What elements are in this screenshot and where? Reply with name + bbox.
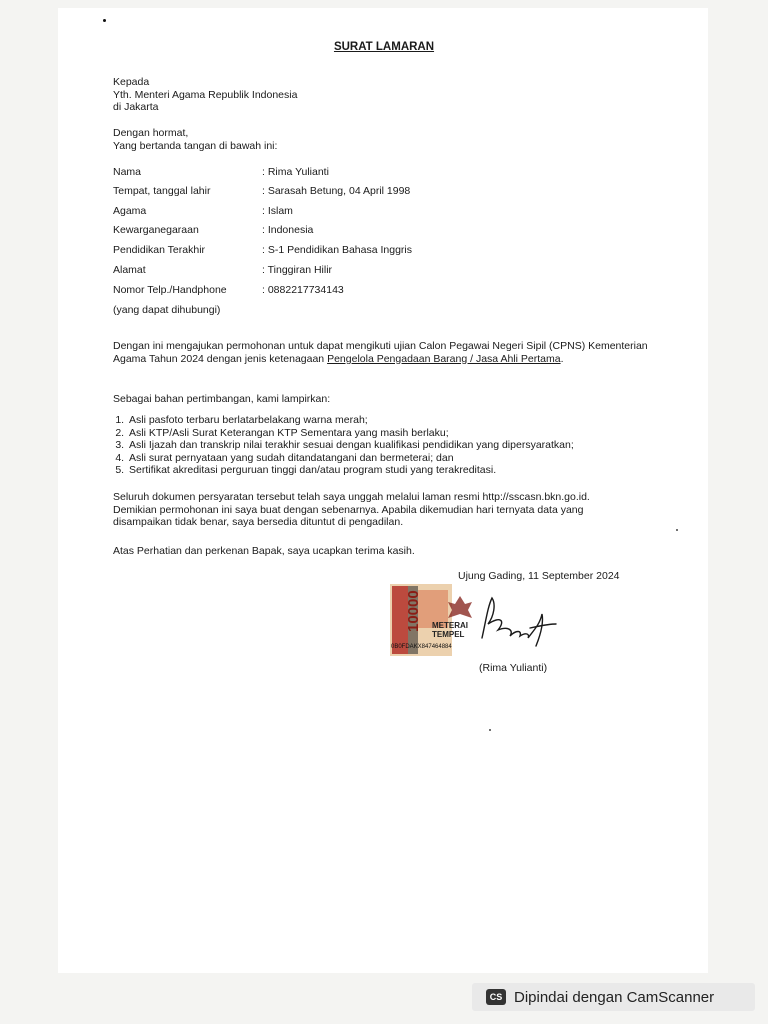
attachments-intro: Sebagai bahan pertimbangan, kami lampirkan: (113, 393, 331, 405)
stamp-serial: 0B0FDAKX847464884 (391, 644, 452, 650)
camscanner-label: Dipindai dengan CamScanner (514, 988, 715, 1006)
attachment-item: 5. Sertifikat akreditasi perguruan tinggi dan/atau program studi yang terakreditasi. (127, 464, 673, 477)
statement-block (113, 491, 673, 529)
statement-line: disampaikan tidak benar, saya bersedia dituntut di pengadilan. (113, 516, 404, 528)
scan-speck (676, 529, 678, 531)
camscanner-badge (472, 983, 755, 1011)
addressee-line: di Jakarta (113, 101, 159, 113)
greeting-line: Dengan hormat, (113, 127, 189, 139)
closing-line: Atas Perhatian dan perkenan Bapak, saya ucapkan terima kasih. (113, 545, 415, 557)
addressee-block (113, 76, 297, 114)
field-value: : Indonesia (262, 224, 314, 236)
statement-line: Demikian permohonan ini saya buat dengan sebenarnya. Apabila dikemudian hari ternyata data yang (113, 503, 584, 516)
position-name: Pengelola Pengadaan Barang / Jasa Ahli Pertama (327, 352, 561, 365)
greeting-block (113, 127, 277, 152)
attachments-list (113, 414, 673, 477)
field-value: : Rima Yulianti (262, 166, 329, 178)
field-value: : Sarasah Betung, 04 April 1998 (262, 185, 411, 197)
document-title: SURAT LAMARAN (333, 41, 435, 53)
addressee-line: Yth. Menteri Agama Republik Indonesia (113, 88, 298, 101)
signer-name: (Rima Yulianti) (479, 662, 548, 674)
scan-speck (103, 19, 106, 22)
field-label: (yang dapat dihubungi) (113, 304, 221, 316)
field-value: : 0882217734143 (262, 284, 344, 296)
handwritten-signature (470, 590, 560, 650)
field-label: Kewarganegaraan (113, 224, 199, 236)
application-paragraph (113, 340, 653, 365)
field-label: Tempat, tanggal lahir (113, 185, 211, 197)
camscanner-icon: CS (486, 989, 506, 1005)
field-label: Nama (113, 166, 142, 178)
field-label: Alamat (113, 264, 146, 276)
field-value: : S-1 Pendidikan Bahasa Inggris (262, 244, 413, 256)
scan-speck (489, 729, 491, 731)
stamp-label: METERAI (432, 621, 468, 630)
attachment-item: 1. Asli pasfoto terbaru berlatarbelakang warna merah; (127, 414, 673, 427)
place-date: Ujung Gading, 11 September 2024 (458, 570, 620, 582)
field-value: : Tinggiran Hilir (262, 264, 333, 276)
field-label: Pendidikan Terakhir (113, 244, 206, 256)
attachment-item: 4. Asli surat pernyataan yang sudah ditandatangani dan bermeterai; dan (127, 452, 673, 465)
field-label: Agama (113, 205, 147, 217)
attachment-item: 3. Asli Ijazah dan transkrip nilai terakhir sesuai dengan kualifikasi pendidikan yang dipersyaratkan; (127, 439, 673, 452)
field-value: : Islam (262, 205, 293, 217)
application-end: . (560, 352, 564, 365)
stamp-amount: 10000 (405, 590, 422, 632)
attachment-item: 2. Asli KTP/Asli Surat Keterangan KTP Sementara yang masih berlaku; (127, 427, 673, 440)
field-label: Nomor Telp./Handphone (113, 284, 227, 296)
application-text: Dengan ini mengajukan permohonan untuk dapat mengikuti ujian Calon Pegawai Negeri Sipil (CPNS) Kementerian Agama Tahun 2024 dengan jenis ketenagaan (113, 340, 648, 365)
greeting-line: Yang bertanda tangan di bawah ini: (113, 139, 278, 152)
statement-line: Seluruh dokumen persyaratan tersebut telah saya unggah melalui laman resmi http://sscasn.bkn.go.id. (113, 491, 590, 503)
addressee-line: Kepada (113, 76, 150, 88)
stamp-label: TEMPEL (432, 630, 465, 639)
